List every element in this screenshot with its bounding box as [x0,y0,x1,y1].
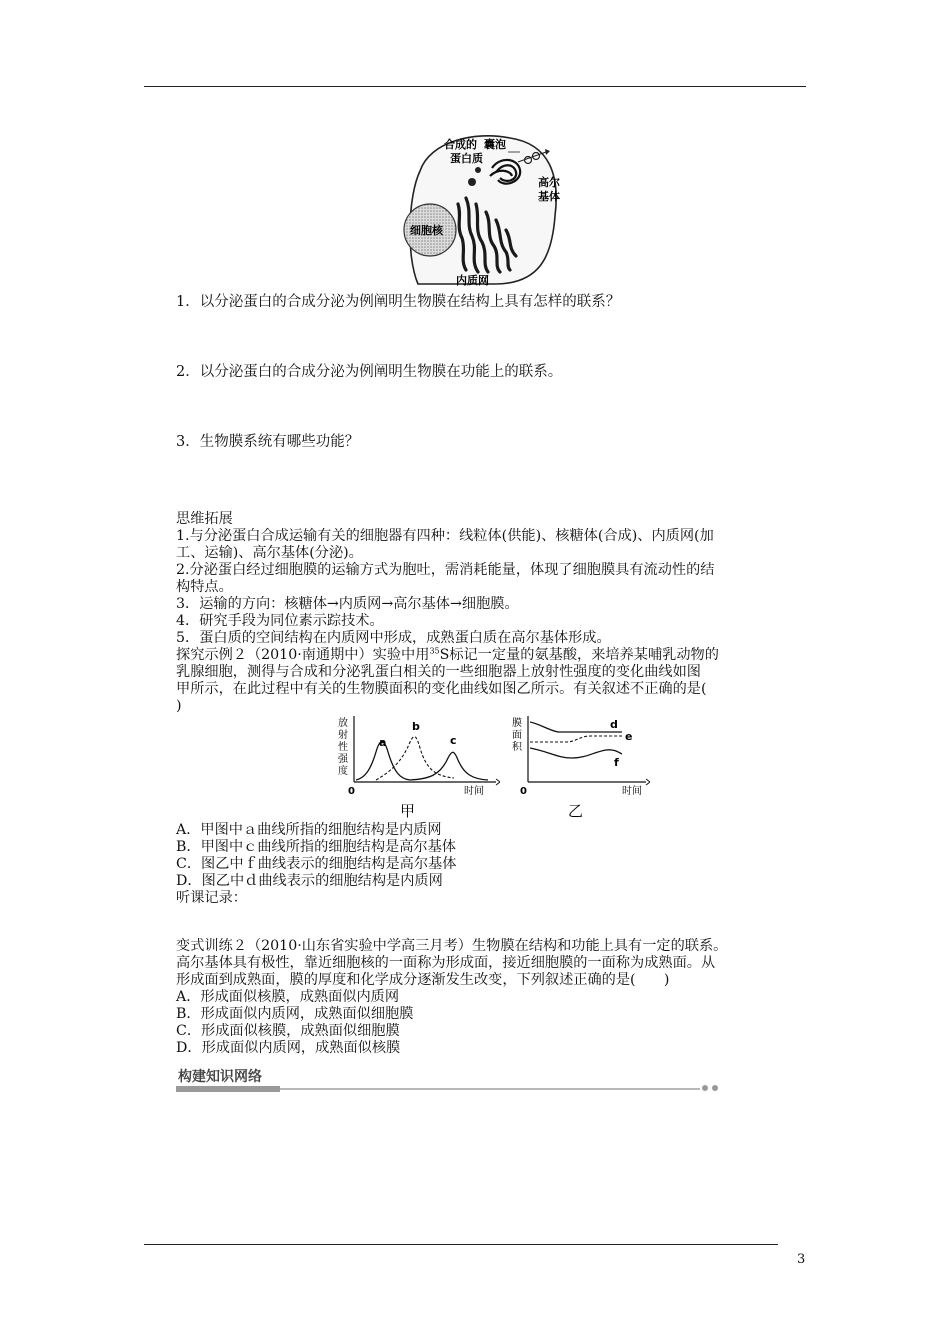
example2-option-a: A．甲图中ａ曲线所指的细胞结构是内质网 [176,822,442,838]
series-a-label: a [379,736,387,749]
section-banner-dot-1 [702,1085,708,1091]
question-1: 1．以分泌蛋白的合成分泌为例阐明生物膜在结构上具有怎样的联系？ [176,294,621,310]
lecture-notes-label: 听课记录： [176,890,247,906]
variant2-option-a: A．形成面似核膜，成熟面似内质网 [176,989,400,1005]
series-f-line [530,748,622,758]
series-e-line [530,736,622,742]
series-d-line [530,722,622,732]
section-banner [176,1062,546,1094]
label-synth-protein: 合成的 [444,138,477,151]
series-c-label: c [450,734,457,747]
variant2-option-d: D．形成面似内质网，成熟面似核膜 [176,1040,401,1056]
thinking-line-3: 2.分泌蛋白经过细胞膜的运输方式为胞吐，需消耗能量，体现了细胞膜具有流动性的结 [176,562,715,578]
cell-secretion-figure [400,126,560,286]
chart-yi-x-arrow [646,779,650,785]
thinking-line-2: 工、运输)、高尔基体(分泌)。 [176,545,363,561]
variant2-line-2: 高尔基体具有极性，靠近细胞核的一面称为形成面，接近细胞膜的一面称为成熟面。从 [176,955,716,971]
chart-yi-xlabel: 时间 [622,786,642,797]
variant2-line-1: 变式训练２（2010·山东省实验中学高三月考）生物膜在结构和功能上具有一定的联系。 [176,938,728,954]
example2-option-b: B．甲图中ｃ曲线所指的细胞结构是高尔基体 [176,839,456,855]
chart-jia-xlabel: 时间 [464,786,484,797]
label-golgi-2: 基体 [538,190,560,203]
series-f-label: f [614,756,619,769]
label-vesicle: 囊泡 [484,138,506,151]
chart-jia-ylabel-2: 射 [338,730,348,741]
chart-yi-ylabel-2: 面 [512,730,522,741]
variant2-line-3: 形成面到成熟面，膜的厚度和化学成分逐渐发生改变，下列叙述正确的是( ) [176,972,670,988]
variant2-option-b: B．形成面似内质网，成熟面似细胞膜 [176,1006,414,1022]
example2-line-1 [176,647,719,664]
chart-jia-ylabel-5: 度 [338,766,348,777]
series-b-label: b [412,720,420,733]
series-e-label: e [625,730,633,743]
chart-jia-origin: 0 [348,786,355,797]
chart-jia-ylabel-3: 性 [338,742,348,753]
thinking-line-1: 1.与分泌蛋白合成运输有关的细胞器有四种：线粒体(供能)、核糖体(合成)、内质网(加 [176,528,714,544]
label-er: 内质网 [456,274,489,286]
chart-jia [330,712,500,820]
example2-line-3: 甲所示，在此过程中有关的生物膜面积的变化曲线如图乙所示。有关叙述不正确的是( [176,681,707,697]
example2-line-1-pre: 探究示例２（2010·南通期中）实验中用 [176,647,430,663]
footer-rule [144,1244,778,1245]
section-banner-title: 构建知识网络 [178,1069,262,1085]
isotope-superscript: 35 [429,646,440,656]
example2-line-4: ) [176,698,182,714]
thinking-line-7: 5．蛋白质的空间结构在内质网中形成，成熟蛋白质在高尔基体形成。 [176,630,611,646]
chart-jia-ylabel-4: 强 [338,754,348,765]
label-synth-protein-2: 蛋白质 [450,152,483,165]
thinking-heading: 思维拓展 [176,511,233,527]
example2-option-d: D．图乙中ｄ曲线表示的细胞结构是内质网 [176,873,443,889]
section-banner-bar-thin [280,1088,700,1090]
chart-jia-caption: 甲 [400,802,416,820]
question-3: 3．生物膜系统有哪些功能？ [176,434,360,450]
example2-line-2: 乳腺细胞，测得与合成和分泌乳蛋白相关的一些细胞器上放射性强度的变化曲线如图 [176,664,701,680]
chart-yi-ylabel-3: 积 [512,742,522,753]
chart-yi-ylabel-1: 膜 [512,718,522,729]
label-nucleus: 细胞核 [410,224,443,237]
chart-jia-ylabel-1: 放 [338,718,348,729]
page-number: 3 [797,1252,806,1267]
chart-yi-caption: 乙 [568,802,584,820]
label-golgi: 高尔 [538,176,560,189]
series-b-line [376,737,454,780]
series-d-label: d [610,718,618,731]
chart-yi [510,712,650,820]
vesicle-1 [468,178,476,186]
chart-yi-origin: 0 [520,786,527,797]
section-banner-bar-thick [176,1086,280,1092]
thinking-line-5: 3．运输的方向：核糖体→内质网→高尔基体→细胞膜。 [176,596,519,612]
vesicle-2 [475,167,481,173]
example2-option-c: C．图乙中ｆ曲线表示的细胞结构是高尔基体 [176,856,457,872]
section-banner-dot-2 [712,1085,718,1091]
thinking-line-6: 4．研究手段为同位素示踪技术。 [176,613,384,629]
question-2: 2．以分泌蛋白的合成分泌为例阐明生物膜在功能上的联系。 [176,364,563,380]
example2-line-1-post: S标记一定量的氨基酸，来培养某哺乳动物的 [439,647,719,663]
thinking-line-4: 构特点。 [176,579,233,595]
series-c-line [410,752,488,780]
chart-jia-x-arrow [496,779,500,785]
header-rule [144,86,806,87]
variant2-option-c: C．形成面似核膜，成熟面似细胞膜 [176,1023,400,1039]
